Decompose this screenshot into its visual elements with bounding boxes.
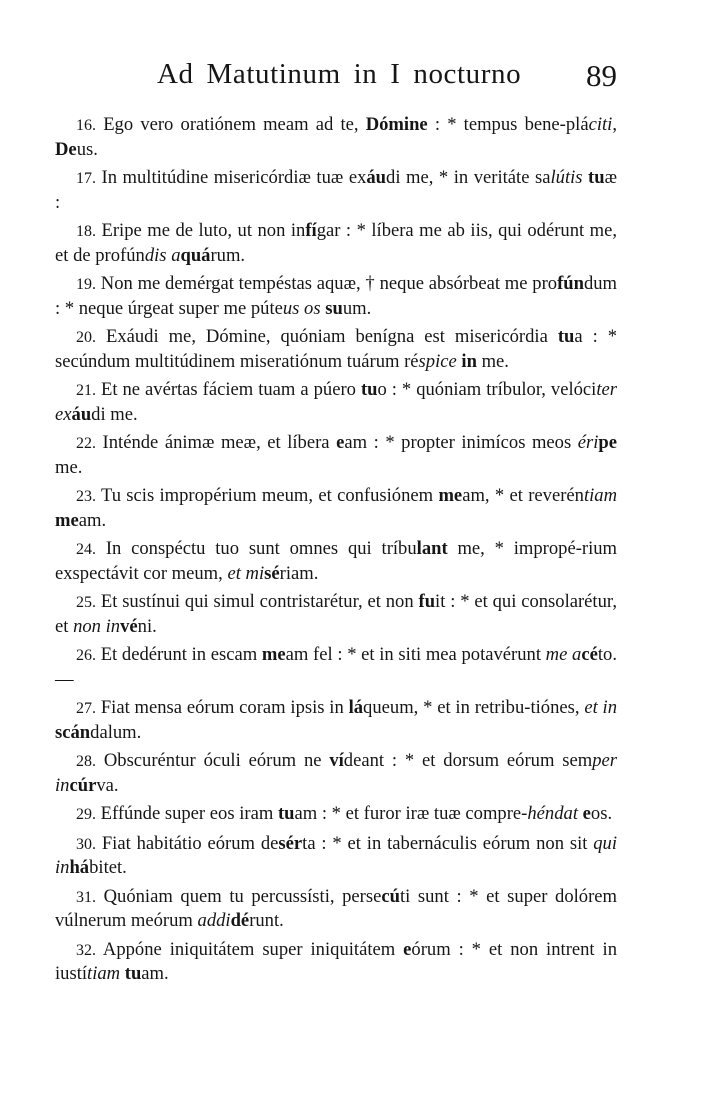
page-header xyxy=(0,58,709,102)
verse-number: 31. xyxy=(76,888,96,906)
verse-text: Appóne iniquitátem super iniquitátem eórum : * et non intrent in iustítiam tuam. xyxy=(55,938,617,984)
verse-18 xyxy=(55,219,617,267)
verse-23 xyxy=(55,484,617,532)
verse-text: Tu scis impropérium meum, et confusiónem meam, * et reveréntiam meam. xyxy=(55,485,618,531)
verse-number: 18. xyxy=(76,223,96,240)
verse-21 xyxy=(55,378,617,426)
verse-text: Et sustínui qui simul contristarétur, et non fuit : * et qui consolarétur, et non invéni. xyxy=(55,591,617,637)
verse-30 xyxy=(55,832,617,880)
verse-number: 17. xyxy=(76,170,96,187)
verse-32 xyxy=(55,938,617,986)
verse-text: Exáudi me, Dómine, quóniam benígna est misericórdia tua : * secúndum multitúdinem miseratiónum tuárum réspice in me. xyxy=(55,326,618,372)
verse-text: Quóniam quem tu percussísti, persecúti sunt : * et super dolórem vúlnerum meórum addidérunt. xyxy=(55,885,617,931)
verse-number: 22. xyxy=(76,435,96,452)
verse-number: 28. xyxy=(76,753,96,770)
verse-text: Et ne avértas fáciem tuam a púero tuo : * quóniam tríbulor, velóciter exáudi me. xyxy=(55,379,617,425)
verse-text: Eripe me de luto, ut non infígar : * líbera me ab iis, qui odérunt me, et de profúndis aquárum. xyxy=(55,220,618,266)
verse-number: 26. xyxy=(76,647,96,664)
verse-31 xyxy=(55,885,617,933)
verse-text: Non me demérgat tempéstas aquæ, † neque absórbeat me profúndum : * neque úrgeat super me púteus os suum. xyxy=(55,273,617,319)
verse-number: 20. xyxy=(76,329,96,346)
verse-text: In conspéctu tuo sunt omnes qui tríbulant me, * impropé-rium exspectávit cor meum, et misériam. xyxy=(55,538,617,584)
verse-number: 21. xyxy=(76,382,96,399)
page-number: 89 xyxy=(586,58,617,93)
verse-text: Ego vero oratiónem meam ad te, Dómine : * tempus bene-pláciti, Deus. xyxy=(55,114,617,160)
verse-26 xyxy=(55,643,617,691)
verse-text: Et dedérunt in escam meam fel : * et in siti mea potavérunt me acéto. — xyxy=(55,644,617,690)
verse-text: In multitúdine misericórdiæ tuæ exáudi me, * in veritáte salútis tuæ : xyxy=(55,167,617,213)
verse-text: Effúnde super eos iram tuam : * et furor iræ tuæ compre-héndat eos. xyxy=(100,803,613,824)
verse-number: 32. xyxy=(76,941,96,959)
verse-number: 29. xyxy=(76,806,96,823)
verse-number: 25. xyxy=(76,594,96,611)
verse-list xyxy=(55,113,617,991)
verse-22 xyxy=(55,431,617,479)
verse-28 xyxy=(55,749,617,797)
verse-number: 16. xyxy=(76,117,96,134)
verse-27 xyxy=(55,696,617,744)
verse-text: Fiat mensa eórum coram ipsis in láqueum, * et in retribu-tiónes, et in scándalum. xyxy=(55,697,617,743)
verse-24 xyxy=(55,537,617,585)
verse-text: Obscuréntur óculi eórum ne vídeant : * et dorsum eórum semper incúrva. xyxy=(55,750,617,796)
verse-19 xyxy=(55,272,617,320)
verse-text: Inténde ánimæ meæ, et líbera eam : * propter inimícos meos éripe me. xyxy=(55,432,617,478)
verse-29 xyxy=(55,802,617,827)
verse-25 xyxy=(55,590,617,638)
verse-text: Fiat habitátio eórum desérta : * et in tabernáculis eórum non sit qui inhábitet. xyxy=(55,832,618,878)
verse-number: 30. xyxy=(76,835,96,853)
verse-17 xyxy=(55,166,617,214)
page-title: Ad Matutinum in I nocturno xyxy=(157,58,522,90)
verse-number: 27. xyxy=(76,700,96,717)
verse-20 xyxy=(55,325,617,373)
verse-number: 19. xyxy=(76,276,96,293)
verse-number: 24. xyxy=(76,541,96,558)
verse-number: 23. xyxy=(76,488,96,505)
verse-16 xyxy=(55,113,617,161)
